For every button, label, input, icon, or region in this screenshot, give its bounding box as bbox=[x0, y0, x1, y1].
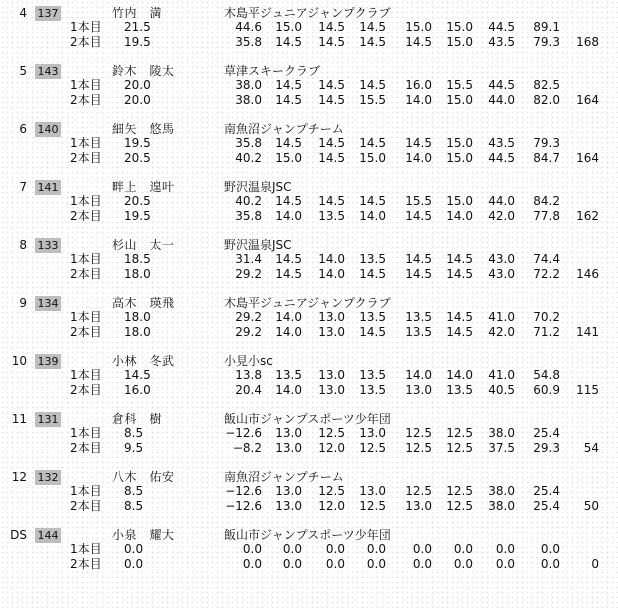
score-cell: 13.0 bbox=[318, 368, 345, 382]
athlete-name: 杉山 太一 bbox=[112, 238, 175, 252]
jump-distance: 20.5 bbox=[124, 194, 151, 208]
score-cell: 14.0 bbox=[275, 383, 302, 397]
rank: 11 bbox=[11, 412, 27, 426]
athlete-block bbox=[0, 296, 618, 354]
total-points: 50 bbox=[583, 499, 599, 513]
score-cell: 13.0 bbox=[275, 499, 302, 513]
score-cell: 14.0 bbox=[446, 368, 473, 382]
score-cell: 16.0 bbox=[405, 78, 432, 92]
score-cell: 44.6 bbox=[235, 20, 262, 34]
score-cell: 13.5 bbox=[275, 368, 302, 382]
score-cell: 14.0 bbox=[359, 209, 386, 223]
score-cell: 13.0 bbox=[275, 484, 302, 498]
club-name: 南魚沼ジャンプチーム bbox=[224, 122, 344, 136]
round-row bbox=[0, 35, 618, 50]
score-cell: 0.0 bbox=[495, 542, 515, 556]
score-cell: 0.0 bbox=[242, 542, 262, 556]
score-cell: 15.0 bbox=[405, 20, 432, 34]
score-cell: 0.0 bbox=[540, 542, 560, 556]
jump-distance: 14.5 bbox=[124, 368, 151, 382]
score-cell: 14.5 bbox=[318, 78, 345, 92]
score-cell: 38.0 bbox=[488, 484, 515, 498]
score-cell: 14.5 bbox=[275, 35, 302, 49]
score-cell: 0.0 bbox=[366, 557, 386, 571]
athlete-name: 竹内 満 bbox=[112, 6, 163, 20]
round-label: 2本目 bbox=[70, 151, 102, 165]
bib-number: 133 bbox=[35, 238, 61, 253]
score-cell: 89.1 bbox=[533, 20, 560, 34]
score-cell: 43.0 bbox=[488, 267, 515, 281]
jump-distance: 0.0 bbox=[124, 557, 144, 571]
score-cell: 13.5 bbox=[359, 310, 386, 324]
score-cell: −12.6 bbox=[225, 484, 262, 498]
score-cell: 20.4 bbox=[235, 383, 262, 397]
score-cell: 14.5 bbox=[318, 20, 345, 34]
score-cell: 12.5 bbox=[446, 484, 473, 498]
score-cell: 35.8 bbox=[235, 136, 262, 150]
score-cell: 12.5 bbox=[359, 441, 386, 455]
score-cell: 38.0 bbox=[235, 93, 262, 107]
score-cell: 13.0 bbox=[405, 499, 432, 513]
round-row bbox=[0, 267, 618, 282]
athlete-name: 小林 冬武 bbox=[112, 354, 175, 368]
score-cell: 12.5 bbox=[405, 426, 432, 440]
score-cell: 14.5 bbox=[275, 136, 302, 150]
bib-number: 139 bbox=[35, 354, 61, 369]
score-cell: 14.5 bbox=[359, 78, 386, 92]
round-label: 1本目 bbox=[70, 368, 102, 382]
round-label: 1本目 bbox=[70, 194, 102, 208]
round-label: 1本目 bbox=[70, 20, 102, 34]
score-cell: 14.0 bbox=[405, 368, 432, 382]
score-cell: 0.0 bbox=[325, 542, 345, 556]
score-cell: 13.5 bbox=[446, 383, 473, 397]
score-cell: 82.5 bbox=[533, 78, 560, 92]
score-cell: 14.5 bbox=[446, 325, 473, 339]
score-cell: 13.0 bbox=[405, 383, 432, 397]
round-label: 1本目 bbox=[70, 310, 102, 324]
score-cell: 14.5 bbox=[275, 93, 302, 107]
rank: 10 bbox=[11, 354, 27, 368]
score-cell: 44.5 bbox=[488, 78, 515, 92]
score-cell: 12.5 bbox=[318, 484, 345, 498]
athlete-header-row bbox=[0, 412, 618, 427]
round-row bbox=[0, 557, 618, 572]
score-cell: 15.0 bbox=[359, 151, 386, 165]
round-label: 2本目 bbox=[70, 93, 102, 107]
round-row bbox=[0, 20, 618, 35]
score-cell: 14.5 bbox=[359, 325, 386, 339]
score-cell: 14.0 bbox=[318, 252, 345, 266]
score-cell: 0.0 bbox=[325, 557, 345, 571]
score-cell: 13.5 bbox=[405, 325, 432, 339]
score-cell: 14.5 bbox=[446, 267, 473, 281]
jump-distance: 16.0 bbox=[124, 383, 151, 397]
score-cell: 15.5 bbox=[405, 194, 432, 208]
score-cell: 15.0 bbox=[275, 151, 302, 165]
score-cell: 15.0 bbox=[446, 93, 473, 107]
jump-distance: 18.5 bbox=[124, 252, 151, 266]
round-row bbox=[0, 93, 618, 108]
score-cell: 35.8 bbox=[235, 35, 262, 49]
bib-number: 141 bbox=[35, 180, 61, 195]
round-label: 2本目 bbox=[70, 383, 102, 397]
round-label: 1本目 bbox=[70, 426, 102, 440]
round-label: 2本目 bbox=[70, 441, 102, 455]
rank: 4 bbox=[19, 6, 27, 20]
round-row bbox=[0, 151, 618, 166]
score-cell: 14.5 bbox=[318, 136, 345, 150]
score-cell: 12.5 bbox=[359, 499, 386, 513]
score-cell: 54.8 bbox=[533, 368, 560, 382]
bib-number: 143 bbox=[35, 64, 61, 79]
score-cell: 15.5 bbox=[359, 93, 386, 107]
score-cell: 25.4 bbox=[533, 426, 560, 440]
jump-distance: 8.5 bbox=[124, 484, 144, 498]
score-cell: 0.0 bbox=[453, 542, 473, 556]
score-cell: 15.0 bbox=[275, 20, 302, 34]
score-cell: 13.5 bbox=[405, 310, 432, 324]
rank: 8 bbox=[19, 238, 27, 252]
athlete-name: 小泉 耀大 bbox=[112, 528, 175, 542]
round-row bbox=[0, 194, 618, 209]
rank: 12 bbox=[11, 470, 27, 484]
score-cell: 14.5 bbox=[359, 35, 386, 49]
round-row bbox=[0, 441, 618, 456]
score-cell: 72.2 bbox=[533, 267, 560, 281]
score-cell: 0.0 bbox=[540, 557, 560, 571]
bib-number: 140 bbox=[35, 122, 61, 137]
score-cell: 38.0 bbox=[235, 78, 262, 92]
score-cell: 70.2 bbox=[533, 310, 560, 324]
score-cell: 14.0 bbox=[405, 93, 432, 107]
score-cell: 15.5 bbox=[446, 78, 473, 92]
round-row bbox=[0, 383, 618, 398]
score-cell: 14.0 bbox=[275, 325, 302, 339]
score-cell: 74.4 bbox=[533, 252, 560, 266]
score-cell: 38.0 bbox=[488, 499, 515, 513]
bib-number: 134 bbox=[35, 296, 61, 311]
round-row bbox=[0, 484, 618, 499]
score-cell: 43.5 bbox=[488, 35, 515, 49]
round-label: 1本目 bbox=[70, 542, 102, 556]
score-cell: 29.2 bbox=[235, 325, 262, 339]
rank: 9 bbox=[19, 296, 27, 310]
jump-distance: 18.0 bbox=[124, 310, 151, 324]
jump-distance: 8.5 bbox=[124, 499, 144, 513]
round-row bbox=[0, 499, 618, 514]
score-cell: 25.4 bbox=[533, 499, 560, 513]
score-cell: 14.5 bbox=[405, 136, 432, 150]
score-cell: 0.0 bbox=[366, 542, 386, 556]
jump-distance: 19.5 bbox=[124, 136, 151, 150]
score-cell: 0.0 bbox=[242, 557, 262, 571]
score-cell: 12.5 bbox=[446, 499, 473, 513]
round-label: 2本目 bbox=[70, 325, 102, 339]
score-cell: 44.0 bbox=[488, 93, 515, 107]
jump-distance: 19.5 bbox=[124, 209, 151, 223]
score-cell: 13.0 bbox=[275, 441, 302, 455]
score-cell: 29.2 bbox=[235, 267, 262, 281]
score-cell: 14.5 bbox=[359, 20, 386, 34]
score-cell: 13.0 bbox=[275, 426, 302, 440]
score-cell: 14.5 bbox=[275, 194, 302, 208]
athlete-name: 鈴木 陵太 bbox=[112, 64, 175, 78]
score-cell: 12.5 bbox=[405, 441, 432, 455]
athlete-header-row bbox=[0, 528, 618, 543]
score-cell: 14.0 bbox=[446, 209, 473, 223]
score-cell: 13.5 bbox=[359, 368, 386, 382]
round-row bbox=[0, 368, 618, 383]
round-row bbox=[0, 310, 618, 325]
athlete-block bbox=[0, 180, 618, 238]
score-cell: 37.5 bbox=[488, 441, 515, 455]
round-row bbox=[0, 78, 618, 93]
score-cell: 0.0 bbox=[282, 557, 302, 571]
athlete-block bbox=[0, 238, 618, 296]
round-label: 2本目 bbox=[70, 499, 102, 513]
total-points: 146 bbox=[576, 267, 599, 281]
athlete-block bbox=[0, 528, 618, 586]
bib-number: 132 bbox=[35, 470, 61, 485]
score-cell: 12.0 bbox=[318, 441, 345, 455]
score-cell: 40.5 bbox=[488, 383, 515, 397]
score-cell: 29.3 bbox=[533, 441, 560, 455]
rank: 6 bbox=[19, 122, 27, 136]
athlete-header-row bbox=[0, 6, 618, 21]
round-row bbox=[0, 252, 618, 267]
score-cell: 15.0 bbox=[446, 136, 473, 150]
rank: DS bbox=[10, 528, 27, 542]
club-name: 野沢温泉JSC bbox=[224, 238, 292, 252]
score-cell: 0.0 bbox=[412, 557, 432, 571]
score-cell: 41.0 bbox=[488, 310, 515, 324]
round-label: 1本目 bbox=[70, 252, 102, 266]
athlete-header-row bbox=[0, 238, 618, 253]
athlete-block bbox=[0, 64, 618, 122]
score-cell: 14.5 bbox=[275, 267, 302, 281]
athlete-block bbox=[0, 122, 618, 180]
score-cell: 15.0 bbox=[446, 35, 473, 49]
round-label: 1本目 bbox=[70, 78, 102, 92]
score-cell: 13.0 bbox=[318, 310, 345, 324]
round-label: 2本目 bbox=[70, 557, 102, 571]
score-cell: 13.5 bbox=[359, 252, 386, 266]
score-cell: 15.0 bbox=[446, 151, 473, 165]
athlete-block bbox=[0, 354, 618, 412]
score-cell: 44.5 bbox=[488, 151, 515, 165]
jump-distance: 19.5 bbox=[124, 35, 151, 49]
athlete-header-row bbox=[0, 354, 618, 369]
total-points: 164 bbox=[576, 151, 599, 165]
score-cell: 12.0 bbox=[318, 499, 345, 513]
round-label: 2本目 bbox=[70, 35, 102, 49]
round-label: 2本目 bbox=[70, 267, 102, 281]
score-cell: 14.5 bbox=[318, 93, 345, 107]
total-points: 162 bbox=[576, 209, 599, 223]
athlete-header-row bbox=[0, 180, 618, 195]
score-cell: 14.5 bbox=[446, 252, 473, 266]
score-cell: 12.5 bbox=[405, 484, 432, 498]
score-cell: 14.0 bbox=[405, 151, 432, 165]
athlete-header-row bbox=[0, 122, 618, 137]
score-cell: 40.2 bbox=[235, 194, 262, 208]
score-cell: 44.5 bbox=[488, 20, 515, 34]
round-row bbox=[0, 542, 618, 557]
score-cell: 12.5 bbox=[318, 426, 345, 440]
total-points: 168 bbox=[576, 35, 599, 49]
athlete-name: 畔上 遑叶 bbox=[112, 180, 175, 194]
score-cell: 42.0 bbox=[488, 209, 515, 223]
score-cell: 0.0 bbox=[282, 542, 302, 556]
score-cell: 14.5 bbox=[275, 252, 302, 266]
score-cell: 29.2 bbox=[235, 310, 262, 324]
athlete-name: 倉科 樹 bbox=[112, 412, 163, 426]
total-points: 141 bbox=[576, 325, 599, 339]
score-cell: −12.6 bbox=[225, 499, 262, 513]
score-cell: 82.0 bbox=[533, 93, 560, 107]
score-cell: 14.5 bbox=[405, 267, 432, 281]
athlete-block bbox=[0, 470, 618, 528]
total-points: 164 bbox=[576, 93, 599, 107]
score-cell: 14.5 bbox=[359, 194, 386, 208]
score-cell: 14.0 bbox=[275, 310, 302, 324]
score-cell: 71.2 bbox=[533, 325, 560, 339]
club-name: 飯山市ジャンプスポーツ少年団 bbox=[224, 412, 391, 426]
results-sheet bbox=[0, 6, 618, 586]
bib-number: 137 bbox=[35, 6, 61, 21]
score-cell: 14.5 bbox=[275, 78, 302, 92]
athlete-header-row bbox=[0, 470, 618, 485]
score-cell: 41.0 bbox=[488, 368, 515, 382]
score-cell: 15.0 bbox=[446, 20, 473, 34]
score-cell: 14.5 bbox=[359, 267, 386, 281]
score-cell: 79.3 bbox=[533, 136, 560, 150]
score-cell: 13.0 bbox=[318, 325, 345, 339]
athlete-name: 細矢 悠馬 bbox=[112, 122, 175, 136]
athlete-header-row bbox=[0, 64, 618, 79]
club-name: 小見小sc bbox=[224, 354, 273, 368]
athlete-name: 高木 瑛飛 bbox=[112, 296, 175, 310]
score-cell: 31.4 bbox=[235, 252, 262, 266]
score-cell: 14.5 bbox=[359, 136, 386, 150]
club-name: 木島平ジュニアジャンプクラブ bbox=[224, 296, 391, 310]
jump-distance: 18.0 bbox=[124, 325, 151, 339]
score-cell: 14.5 bbox=[318, 35, 345, 49]
score-cell: −8.2 bbox=[232, 441, 262, 455]
rank: 5 bbox=[19, 64, 27, 78]
score-cell: 14.5 bbox=[405, 35, 432, 49]
jump-distance: 20.0 bbox=[124, 78, 151, 92]
score-cell: 0.0 bbox=[453, 557, 473, 571]
round-label: 1本目 bbox=[70, 136, 102, 150]
round-label: 2本目 bbox=[70, 209, 102, 223]
round-row bbox=[0, 136, 618, 151]
club-name: 南魚沼ジャンプチーム bbox=[224, 470, 344, 484]
score-cell: 25.4 bbox=[533, 484, 560, 498]
score-cell: 13.5 bbox=[359, 383, 386, 397]
score-cell: 60.9 bbox=[533, 383, 560, 397]
athlete-name: 八木 佑安 bbox=[112, 470, 175, 484]
round-row bbox=[0, 209, 618, 224]
bib-number: 131 bbox=[35, 412, 61, 427]
score-cell: 35.8 bbox=[235, 209, 262, 223]
score-cell: 38.0 bbox=[488, 426, 515, 440]
score-cell: 13.0 bbox=[359, 484, 386, 498]
score-cell: 13.0 bbox=[318, 383, 345, 397]
score-cell: 79.3 bbox=[533, 35, 560, 49]
jump-distance: 21.5 bbox=[124, 20, 151, 34]
rank: 7 bbox=[19, 180, 27, 194]
score-cell: 14.5 bbox=[446, 310, 473, 324]
total-points: 54 bbox=[583, 441, 599, 455]
score-cell: 12.5 bbox=[446, 426, 473, 440]
athlete-header-row bbox=[0, 296, 618, 311]
score-cell: 42.0 bbox=[488, 325, 515, 339]
club-name: 草津スキークラブ bbox=[224, 64, 321, 78]
score-cell: 14.5 bbox=[405, 252, 432, 266]
score-cell: 84.2 bbox=[533, 194, 560, 208]
score-cell: 44.0 bbox=[488, 194, 515, 208]
score-cell: 12.5 bbox=[446, 441, 473, 455]
score-cell: 84.7 bbox=[533, 151, 560, 165]
score-cell: 15.0 bbox=[446, 194, 473, 208]
round-label: 1本目 bbox=[70, 484, 102, 498]
score-cell: 13.8 bbox=[235, 368, 262, 382]
round-row bbox=[0, 325, 618, 340]
jump-distance: 8.5 bbox=[124, 426, 144, 440]
jump-distance: 18.0 bbox=[124, 267, 151, 281]
score-cell: 77.8 bbox=[533, 209, 560, 223]
score-cell: 43.5 bbox=[488, 136, 515, 150]
score-cell: −12.6 bbox=[225, 426, 262, 440]
jump-distance: 20.0 bbox=[124, 93, 151, 107]
bib-number: 144 bbox=[35, 528, 61, 543]
total-points: 115 bbox=[576, 383, 599, 397]
jump-distance: 20.5 bbox=[124, 151, 151, 165]
jump-distance: 9.5 bbox=[124, 441, 144, 455]
score-cell: 14.5 bbox=[405, 209, 432, 223]
score-cell: 14.0 bbox=[318, 267, 345, 281]
score-cell: 14.0 bbox=[275, 209, 302, 223]
club-name: 木島平ジュニアジャンプクラブ bbox=[224, 6, 391, 20]
score-cell: 0.0 bbox=[412, 542, 432, 556]
athlete-block bbox=[0, 412, 618, 470]
athlete-block bbox=[0, 6, 618, 64]
round-row bbox=[0, 426, 618, 441]
score-cell: 13.5 bbox=[318, 209, 345, 223]
score-cell: 14.5 bbox=[318, 151, 345, 165]
score-cell: 13.0 bbox=[359, 426, 386, 440]
score-cell: 14.5 bbox=[318, 194, 345, 208]
score-cell: 43.0 bbox=[488, 252, 515, 266]
total-points: 0 bbox=[591, 557, 599, 571]
club-name: 野沢温泉JSC bbox=[224, 180, 292, 194]
score-cell: 40.2 bbox=[235, 151, 262, 165]
club-name: 飯山市ジャンプスポーツ少年団 bbox=[224, 528, 391, 542]
score-cell: 0.0 bbox=[495, 557, 515, 571]
jump-distance: 0.0 bbox=[124, 542, 144, 556]
